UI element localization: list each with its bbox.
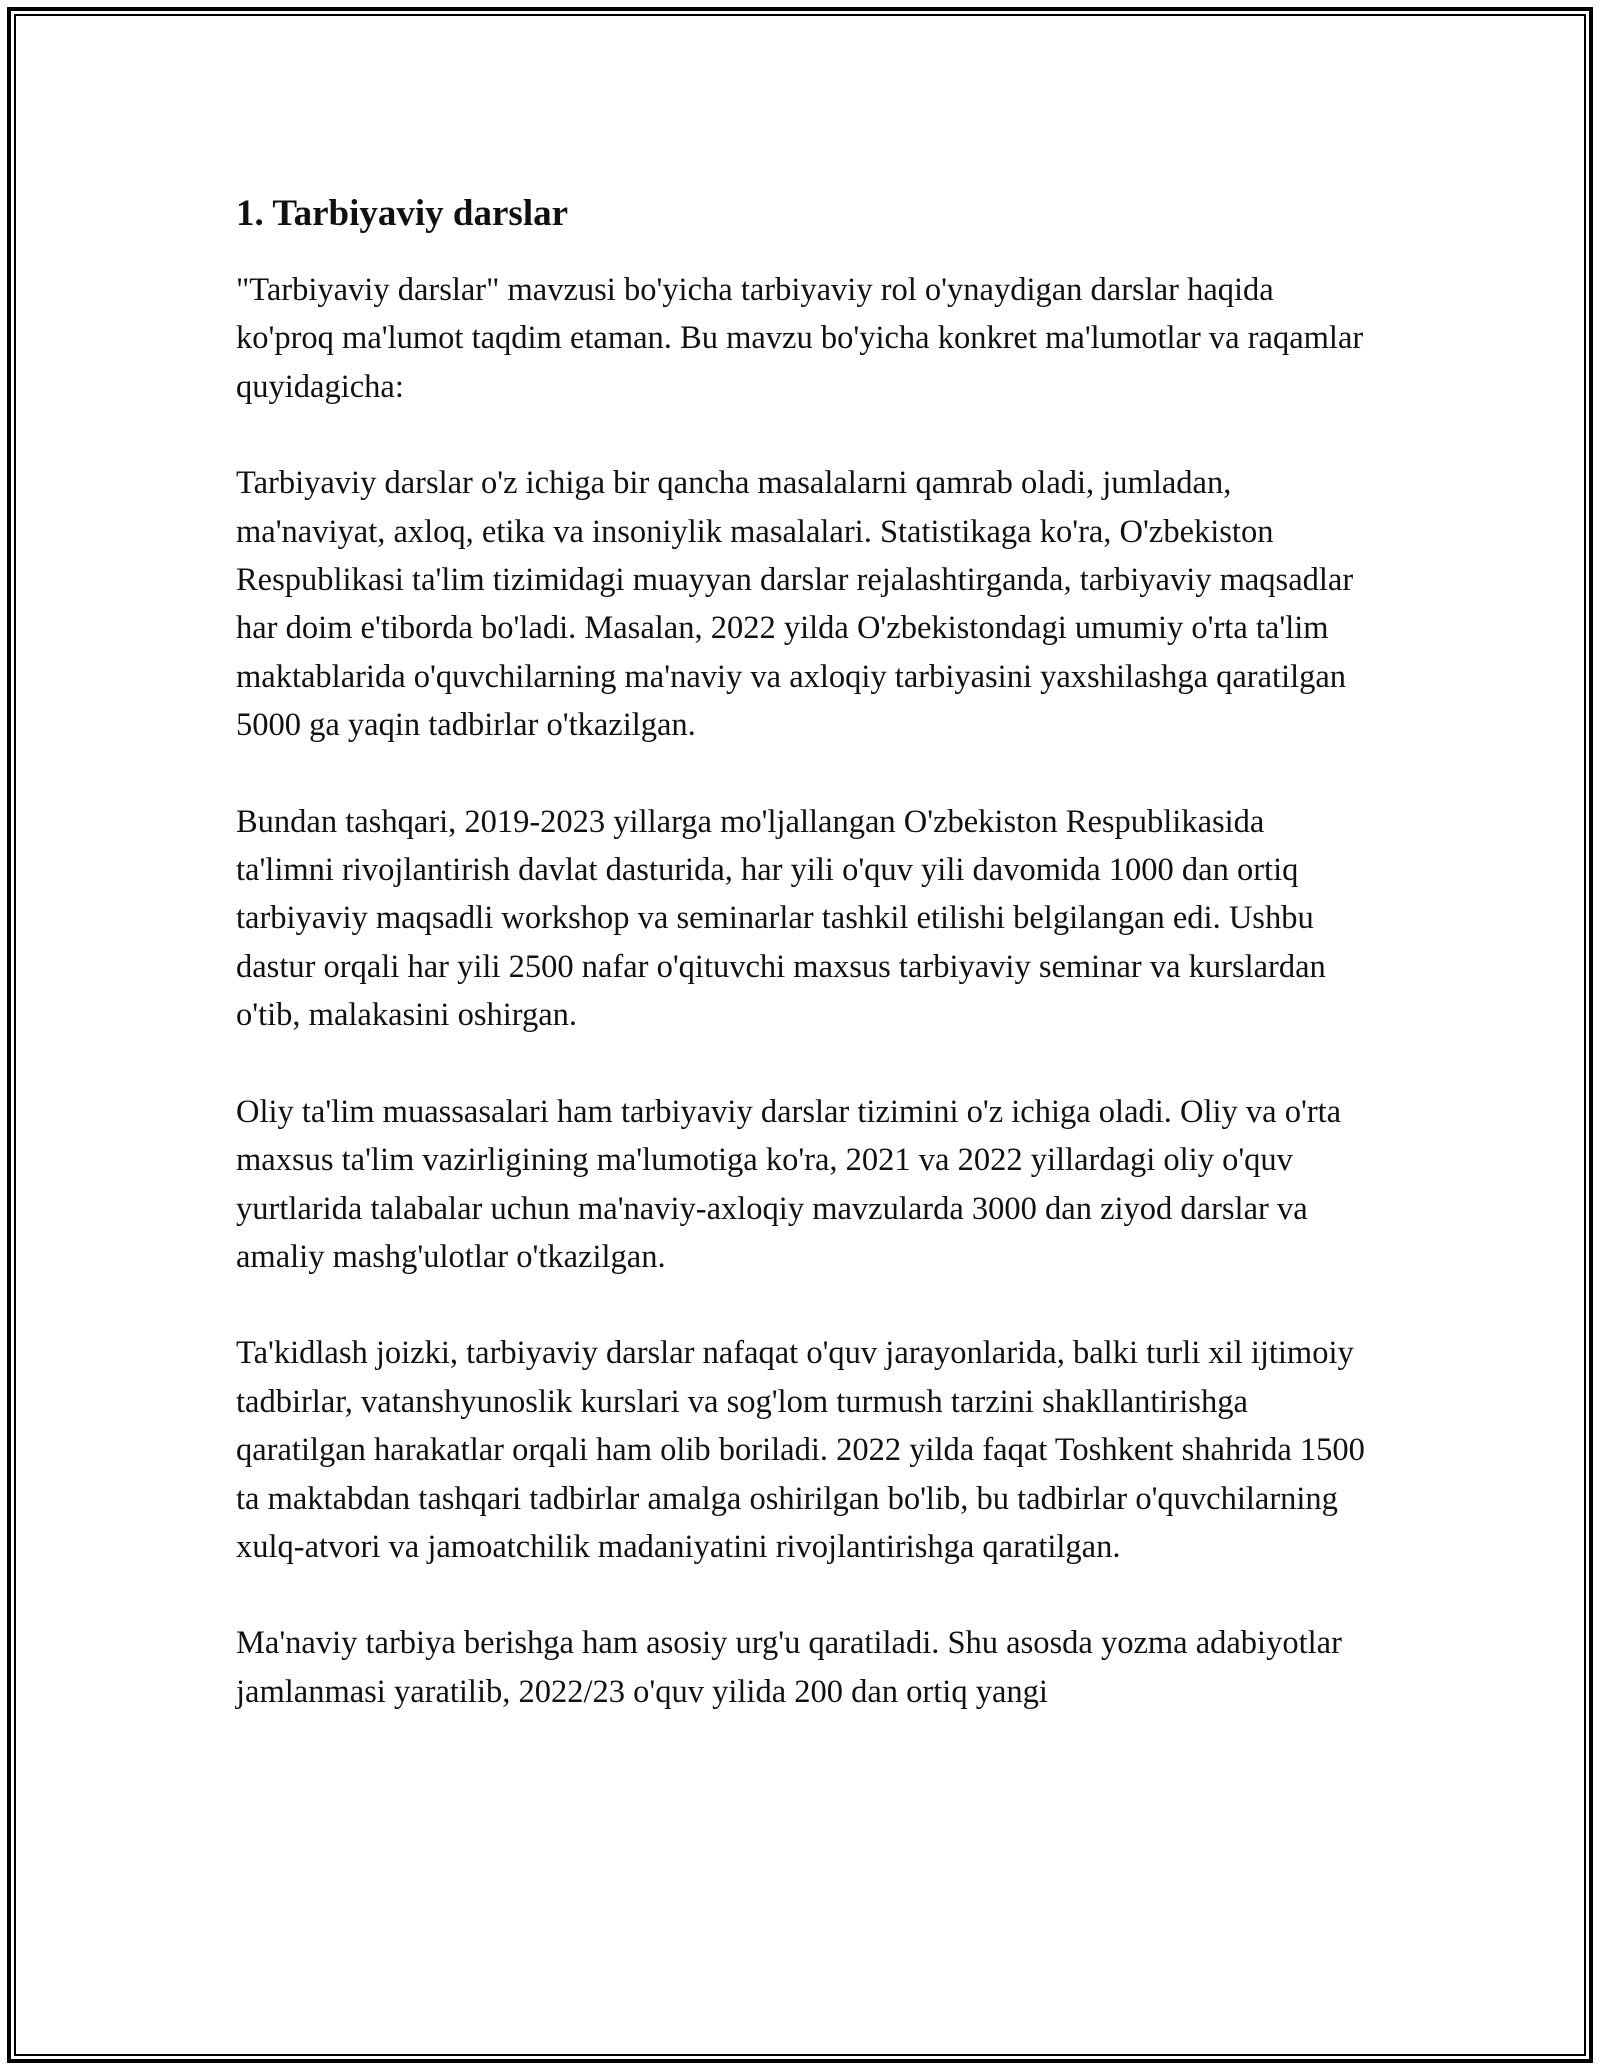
paragraph-state-program: Bundan tashqari, 2019-2023 yillarga mo'ljallangan O'zbekiston Respublikasida ta'limni rivojlantirish davlat dasturida, har yili o'quv yili davomida 1000 dan ortiq tarbiyaviy maqsadli workshop va seminarlar tashkil etilishi belgilangan edi. Ushbu dastur orqali har yili 2500 nafar o'qituvchi maxsus tarbiyaviy seminar va kurslardan o'tib, malakasini oshirgan. [236,803,1326,1034]
document-body [236,188,1366,1716]
section-heading: 1. Tarbiyaviy darslar [236,193,569,234]
paragraph-higher-education: Oliy ta'lim muassasalari ham tarbiyaviy darslar tizimini o'z ichiga oladi. Oliy va o'rta maxsus ta'lim vazirligining ma'lumotiga ko'ra, 2021 va 2022 yillardagi oliy o'quv yurtlarida talabalar uchun ma'naviy-axloqiy mavzularda 3000 dan ziyod darslar va amaliy mashg'ulotlar o'tkazilgan. [236,1093,1342,1275]
paragraph-spiritual-education: Ma'naviy tarbiya berishga ham asosiy urg'u qaratiladi. Shu asosda yozma adabiyotlar jamlanmasi yaratilib, 2022/23 o'quv yilida 200 dan ortiq yangi [236,1625,1342,1710]
paragraph-intro: "Tarbiyaviy darslar" mavzusi bo'yicha tarbiyaviy rol o'ynaydigan darslar haqida ko'proq ma'lumot taqdim etaman. Bu mavzu bo'yicha konkret ma'lumotlar va raqamlar quyidagicha: [236,272,1364,405]
paragraph-school-events: Tarbiyaviy darslar o'z ichiga bir qancha masalalarni qamrab oladi, jumladan, ma'naviyat, axloq, etika va insoniylik masalalari. Statistikaga ko'ra, O'zbekiston Respublikasi ta'lim tizimidagi muayyan darslar rejalashtirganda, tarbiyaviy maqsadlar har doim e'tiborda bo'ladi. Masalan, 2022 yilda O'zbekistondagi umumiy o'rta ta'lim maktablarida o'quvchilarning ma'naviy va axloqiy tarbiyasini yaxshilashga qaratilgan 5000 ga yaqin tadbirlar o'tkazilgan. [236,465,1354,744]
paragraph-social-activities: Ta'kidlash joizki, tarbiyaviy darslar nafaqat o'quv jarayonlarida, balki turli xil ijtimoiy tadbirlar, vatanshyunoslik kurslari va sog'lom turmush tarzini shakllantirishga qaratilgan harakatlar orqali ham olib boriladi. 2022 yilda faqat Toshkent shahrida 1500 ta maktabdan tashqari tadbirlar amalga oshirilgan bo'lib, bu tadbirlar o'quvchilarning xulq-atvori va jamoatchilik madaniyatini rivojlantirishga qaratilgan. [236,1335,1365,1565]
